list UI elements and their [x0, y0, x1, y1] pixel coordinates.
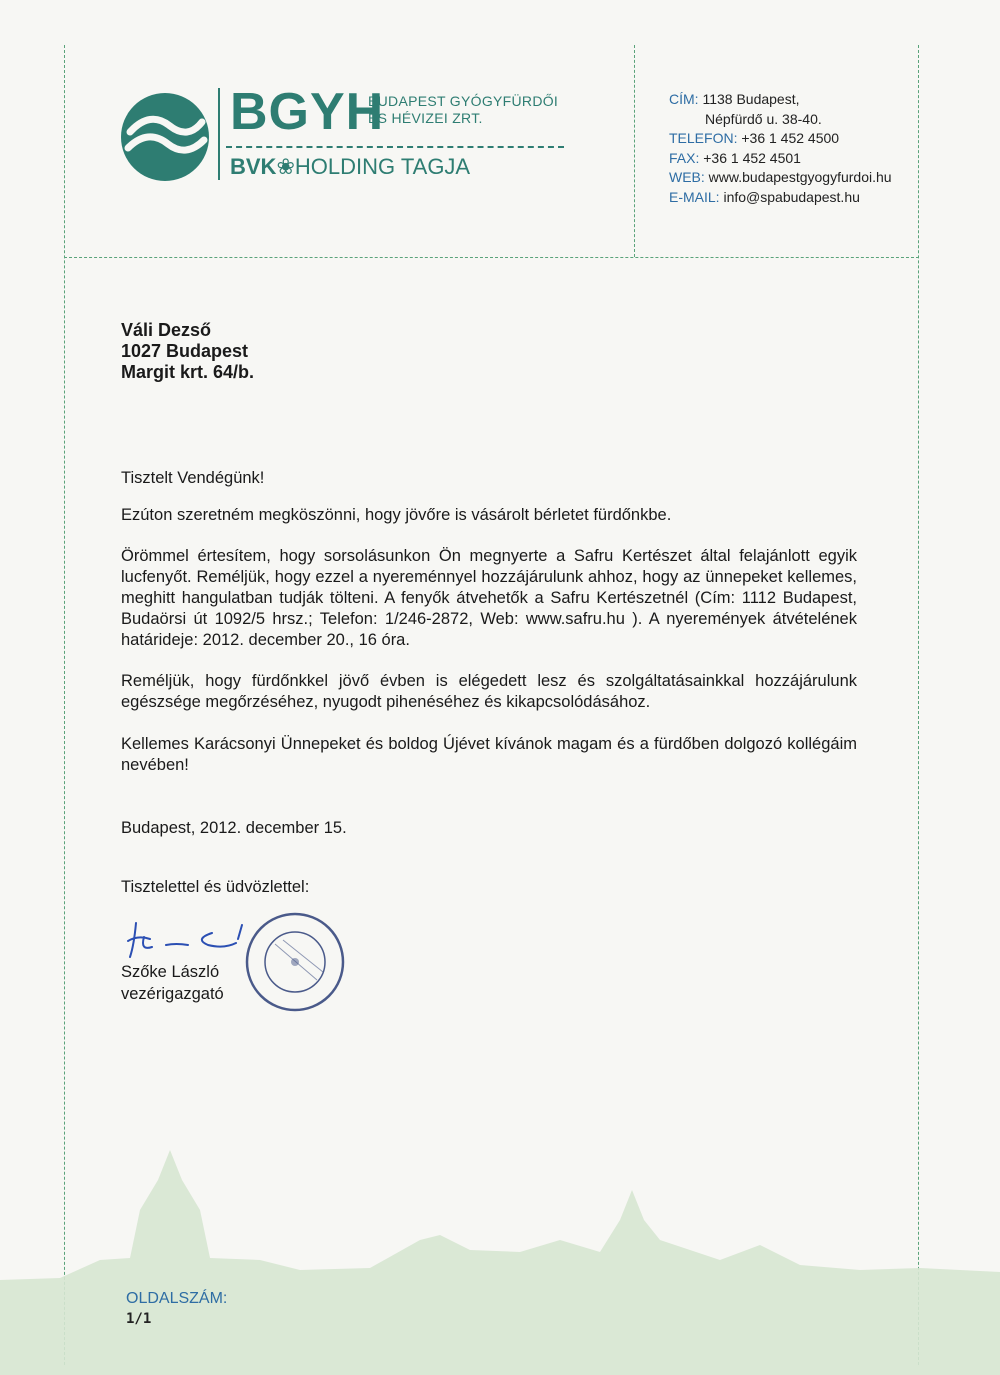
paragraph-4: Kellemes Karácsonyi Ünnepeket és boldog Újévet kívánok magam és a fürdőben dolgozó kollégáim nevében! — [121, 735, 857, 774]
closing-line: Tisztelettel és üdvözlettel: — [121, 878, 310, 896]
recipient-street: Margit krt. 64/b. — [121, 362, 255, 382]
signer-name: Szőke László — [121, 963, 220, 981]
logo-wordmark: BGYH — [230, 83, 385, 141]
salutation: Tisztelt Vendégünk! — [121, 469, 265, 487]
logo-sub-line2: ÉS HÉVIZEI ZRT. — [368, 110, 483, 126]
page-number: 1/1 — [126, 1311, 152, 1327]
logo-company-name — [368, 93, 558, 127]
logo-dash-line — [226, 146, 564, 148]
contact-web: WEB: www.budapestgyogyfurdoi.hu — [669, 169, 892, 185]
page-number-label: OLDALSZÁM: — [126, 1290, 228, 1307]
date-line: Budapest, 2012. december 15. — [121, 819, 347, 837]
contact-phone: TELEFON: +36 1 452 4500 — [669, 130, 840, 146]
bgyh-logo-icon — [120, 92, 210, 182]
contact-block — [669, 90, 892, 207]
contact-fax: FAX: +36 1 452 4501 — [669, 149, 801, 166]
paragraph-1: Ezúton szeretném megköszönni, hogy jövőre is vásárolt bérletet fürdőnkbe. — [121, 506, 672, 524]
logo-sub-line1: BUDAPEST GYÓGYFÜRDŐI — [368, 93, 559, 109]
recipient-address — [121, 320, 254, 383]
paragraph-2: Örömmel értesítem, hogy sorsolásunkon Ön megnyerte a Safru Kertészet által felajánlott egyik lucfenyőt. Reméljük, hogy ezzel a nyereménnyel hozzájárulunk ahhoz, hogy az ünnepeket kellemes, meghitt hangulatban tudják tölteni. A fenyők átvehetők a Safru Kertészetnél (Cím: 1112 Budapest, Budaörsi út 1092/5 hrsz.; Telefon: 1/246-2872, Web: www.safru.hu ). A nyeremények átvételének határideje: 2012. december 20., 16 óra. — [121, 547, 857, 649]
contact-address: CÍM: 1138 Budapest, — [669, 91, 800, 107]
holding-tagline — [230, 154, 470, 180]
header-bottom-line — [64, 257, 919, 258]
budapest-skyline-icon — [0, 1140, 1000, 1375]
contact-address-2: Népfürdő u. 38-40. — [705, 110, 822, 127]
holding-rest: HOLDING TAGJA — [294, 154, 471, 179]
logo-separator — [218, 88, 220, 180]
contact-email: E-MAIL: info@spabudapest.hu — [669, 188, 860, 205]
paragraph-3: Reméljük, hogy fürdőnkkel jövő évben is elégedett lesz és szolgáltatásainkkal hozzájárulunk egészsége megőrzéséhez, nyugodt pihenéséhez és kikapcsolódásához. — [121, 672, 857, 711]
recipient-city: 1027 Budapest — [121, 341, 249, 361]
holding-bold: BVK — [230, 154, 277, 179]
signer-title: vezérigazgató — [121, 985, 224, 1003]
header-divider-line — [634, 45, 635, 257]
recipient-name: Váli Dezső — [121, 320, 212, 340]
holding-emblem-icon: ❀ — [276, 154, 295, 179]
company-stamp-icon — [243, 910, 348, 1015]
